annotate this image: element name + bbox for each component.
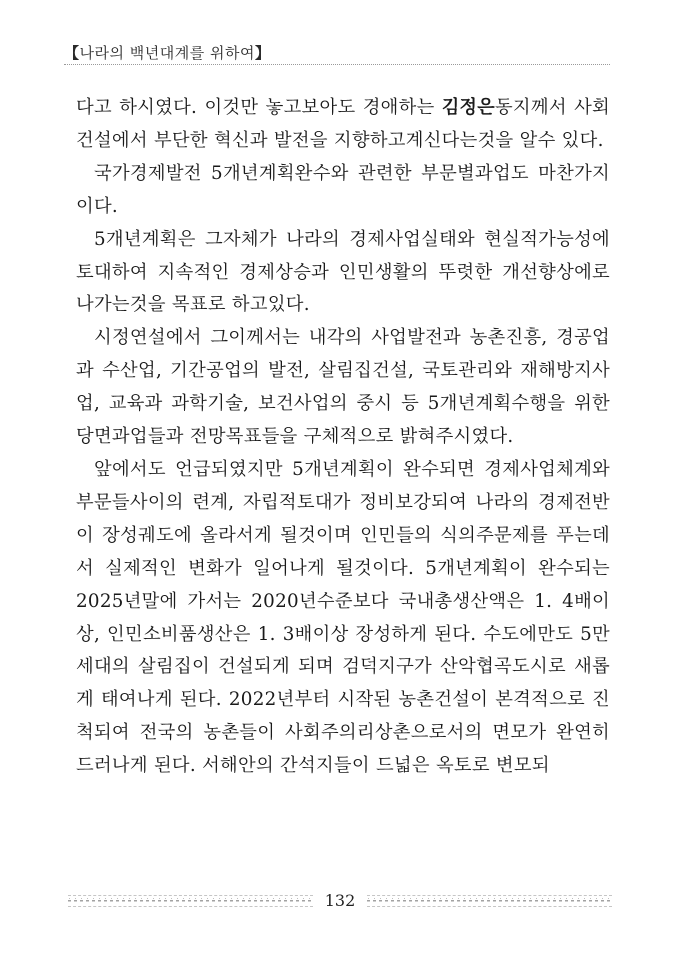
paragraph-1-end: 동지께서 사회건설에서 부단한 혁신과 발전을 지향하고계신다는것을 알수 있다. <box>76 97 610 151</box>
page-footer <box>68 891 612 910</box>
paragraph-4: 시정연설에서 그이께서는 내각의 사업발전과 농촌진흥, 경공업과 수산업, 기간공업의 발전, 살림집건설, 국토관리와 재해방지사업, 교육과 과학기술, 보건사업의 중시 등 5개년계획수행을 위한 당면과업들과 전망목표들을 구체적으로 밝혀주시였다. <box>76 327 610 448</box>
paragraph-5: 앞에서도 언급되였지만 5개년계획이 완수되면 경제사업체계와 부문들사이의 련계, 자립적토대가 정비보강되여 나라의 경제전반이 장성궤도에 올라서게 될것이며 인민들의 식의주문제를 푸는데서 실제적인 변화가 일어나게 될것이다. 5개년계획이 완수되는 2025년말에 가서는 2020년수준보다 국내총생산액은 1. 4배이상, 인민소비품생산은 1. 3배이상 장성하게 된다. 수도에만도 5만세대의 살림집이 건설되게 되며 검덕지구가 산악협곡도시로 새롭게 태여나게 된다. 2022년부터 시작된 농촌건설이 본격적으로 진척되여 전국의 농촌들이 사회주의리상촌으로서의 면모가 완연히 드러나게 된다. 서해안의 간석지들이 드넓은 옥토로 변모되 <box>76 458 610 777</box>
header-divider <box>64 64 610 65</box>
paragraph-3: 5개년계획은 그자체가 나라의 경제사업실태와 현실적가능성에 토대하여 지속적인 경제상승과 인민생활의 뚜렷한 개선향상에로 나가는것을 목표로 하고있다. <box>76 228 610 316</box>
footer-ornament-left <box>68 895 313 907</box>
body-text <box>76 92 610 783</box>
leader-name-emphasis: 김정은 <box>441 97 495 118</box>
header-title: 나라의 백년대계를 위하여 <box>79 44 255 62</box>
header-right-bracket: 】 <box>254 44 271 62</box>
page-number: 132 <box>324 891 356 910</box>
paragraph-2: 국가경제발전 5개년계획완수와 관련한 부문별과업도 마찬가지이다. <box>76 162 610 217</box>
footer-ornament-right <box>367 895 612 907</box>
header-left-bracket: 【 <box>64 44 80 62</box>
running-header <box>64 42 270 63</box>
paragraph-1-start: 다고 하시였다. 이것만 놓고보아도 경애하는 <box>76 97 442 118</box>
paragraph-1 <box>76 92 610 158</box>
